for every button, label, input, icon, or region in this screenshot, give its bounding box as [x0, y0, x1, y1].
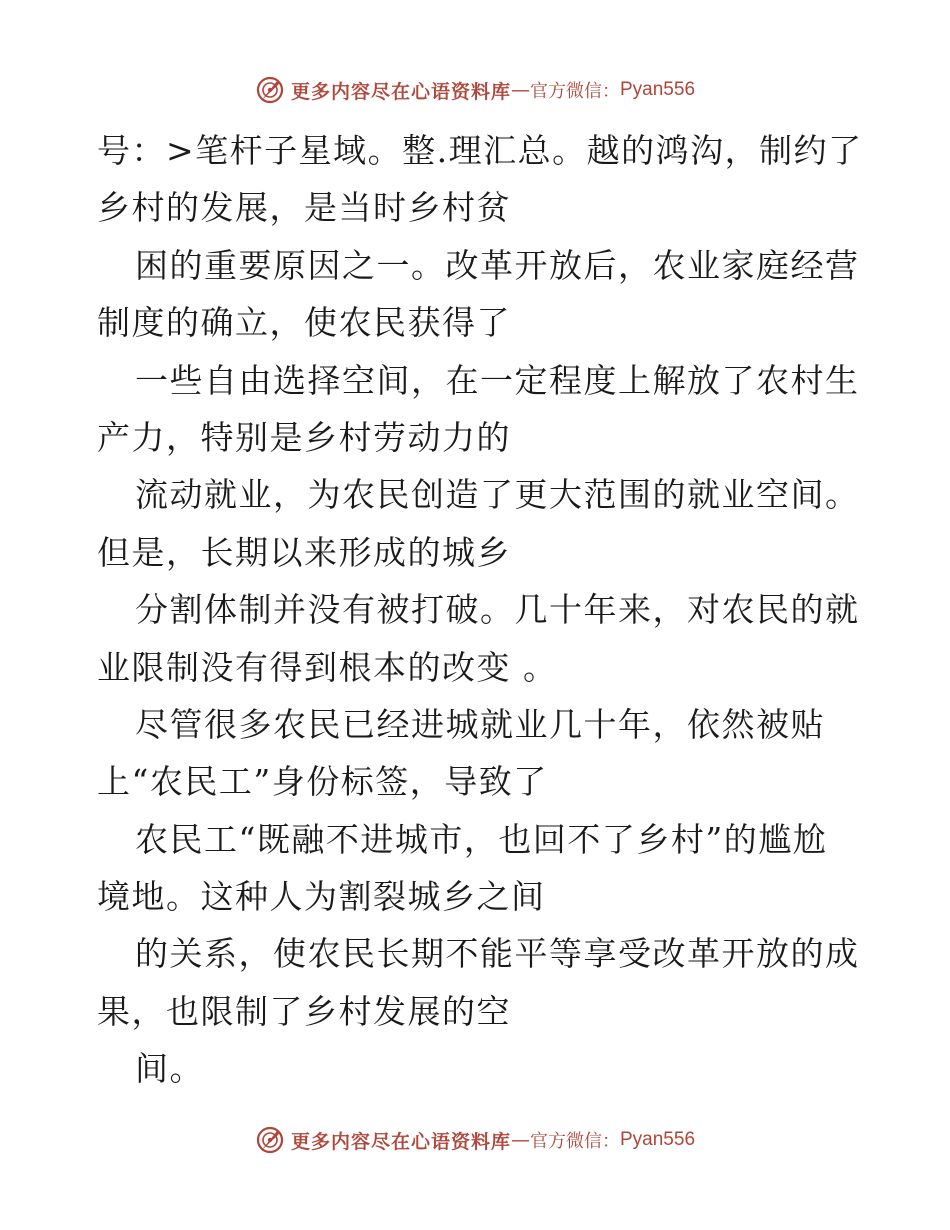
text-line: 产力，特别是乡村劳动力的 [97, 417, 511, 457]
quill-logo-icon [255, 75, 285, 105]
watermark-wechat-id: Pyan556 [620, 79, 696, 100]
text-line: 农民工“既融不进城市，也回不了乡村”的尴尬 [135, 819, 828, 859]
header-watermark [0, 70, 950, 110]
watermark-title: 更多内容尽在心语资料库 [290, 80, 511, 103]
text-line: 号：>笔杆子星域。整.理汇总。越的鸿沟，制约了 [97, 131, 863, 170]
text-line: 困的重要原因之一。改革开放后，农业家庭经营 [135, 245, 860, 285]
text-line: 乡村的发展，是当时乡村贫 [97, 188, 511, 228]
watermark-title: 更多内容尽在心语资料库 [290, 1130, 511, 1153]
text-line: 但是，长期以来形成的城乡 [97, 532, 511, 572]
article-body [97, 122, 897, 1098]
footer-watermark [0, 1120, 950, 1160]
text-line: 果，也限制了乡村发展的空 [97, 991, 511, 1031]
watermark-wechat-id: Pyan556 [620, 1129, 696, 1150]
watermark-dash: — [511, 79, 530, 101]
watermark-official-label: 官方微信： [530, 1131, 620, 1152]
text-line: 上“农民工”身份标签，导致了 [97, 762, 548, 802]
text-line: 制度的确立，使农民获得了 [97, 303, 511, 343]
watermark-dash: — [511, 1129, 530, 1151]
text-line: 分割体制并没有被打破。几十年来，对农民的就 [135, 590, 860, 630]
text-line: 尽管很多农民已经进城就业几十年，依然被贴 [135, 704, 825, 744]
text-line: 的关系，使农民长期不能平等享受改革开放的成 [135, 934, 860, 974]
text-line: 境地。这种人为割裂城乡之间 [97, 877, 546, 917]
text-line: 一些自由选择空间，在一定程度上解放了农村生 [135, 360, 860, 400]
text-line: 间。 [135, 1049, 204, 1089]
watermark-official-label: 官方微信： [530, 81, 620, 102]
text-line: 流动就业，为农民创造了更大范围的就业空间。 [135, 475, 860, 515]
quill-logo-icon [255, 1125, 285, 1155]
text-line: 业限制没有得到根本的改变 。 [97, 647, 558, 687]
